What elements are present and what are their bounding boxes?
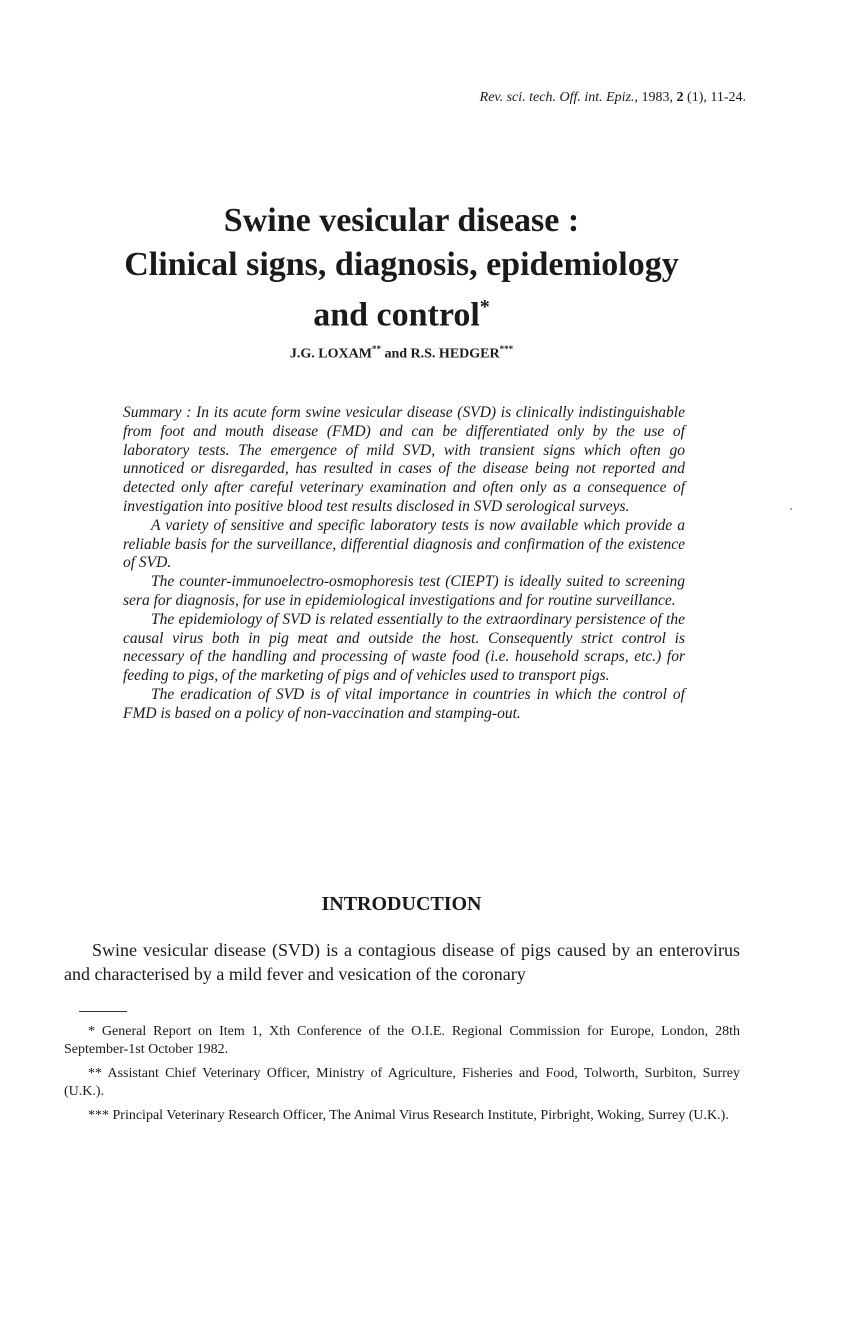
title-footnote-mark: * <box>479 296 490 318</box>
footnote-2: ** Assistant Chief Veterinary Officer, Ministry of Agriculture, Fisheries and Food, Tolworth, Surbiton, Surrey (U.K.). <box>64 1066 740 1099</box>
author-1: J.G. LOXAM <box>289 346 372 362</box>
journal-volume: 2 <box>676 90 684 105</box>
title-line-1: Swine vesicular disease : <box>223 202 580 239</box>
body-text <box>64 938 740 986</box>
title-line-2: Clinical signs, diagnosis, epidemiology <box>124 246 679 283</box>
footnote-1: * General Report on Item 1, Xth Conference of the O.I.E. Regional Commission for Europe, London, 28th September-1st October 1982. <box>64 1024 740 1057</box>
author-1-footnote-mark: ** <box>371 344 381 354</box>
body-paragraph: Swine vesicular disease (SVD) is a contagious disease of pigs caused by an enterovirus and characterised by a mild fever and vesication of the coronary <box>64 940 740 984</box>
footnotes <box>64 1023 740 1131</box>
author-2-footnote-mark: *** <box>499 344 514 354</box>
summary-paragraph: The eradication of SVD is of vital importance in countries in which the control of FMD is based on a policy of non-vaccination and stamping-out. <box>123 685 685 722</box>
author-conjunction: and <box>384 346 408 362</box>
summary-paragraph: Summary : In its acute form swine vesicular disease (SVD) is clinically indistinguishable from foot and mouth disease (FMD) and can be differentiated only by the use of laboratory tests. The emergence of mild SVD, with transient signs which often go unnoticed or disregarded, has resulted in cases of the disease being not reported and detected only after careful veterinary examination and often only as a consequence of investigation into positive blood test results disclosed in SVD serological surveys. <box>123 404 685 515</box>
footnote-3: *** Principal Veterinary Research Officer, The Animal Virus Research Institute, Pirbright, Woking, Surrey (U.K.). <box>88 1108 729 1123</box>
section-heading-introduction: INTRODUCTION <box>321 893 482 915</box>
journal-issue-pages: (1), 11-24. <box>687 90 746 105</box>
journal-year: 1983, <box>641 90 674 105</box>
summary-paragraph: A variety of sensitive and specific laboratory tests is now available which provide a reliable basis for the surveillance, differential diagnosis and confirmation of the existence of SVD. <box>123 516 685 572</box>
footnote-divider <box>79 1011 127 1012</box>
author-2: R.S. HEDGER <box>410 346 500 362</box>
author-line <box>0 344 803 363</box>
title-line-3 <box>0 285 803 337</box>
summary-paragraph: The counter-immunoelectro-osmophoresis test (CIEPT) is ideally suited to screening sera for diagnosis, for use in epidemiological investigations and for routine surveillance. <box>123 573 685 609</box>
journal-name: Rev. sci. tech. Off. int. Epiz., <box>479 90 639 105</box>
scan-speck <box>790 508 792 510</box>
summary-abstract <box>123 404 685 724</box>
journal-citation <box>480 90 746 106</box>
title-line-3-text: and control <box>313 296 480 334</box>
summary-paragraph: The epidemiology of SVD is related essentially to the extraordinary persistence of the causal virus both in pig meat and outside the host. Consequently strict control is necessary of the handling and processing of waste food (i.e. household scraps, etc.) for feeding to pigs, of the marketing of pigs and of vehicles used to transport pigs. <box>123 610 685 685</box>
